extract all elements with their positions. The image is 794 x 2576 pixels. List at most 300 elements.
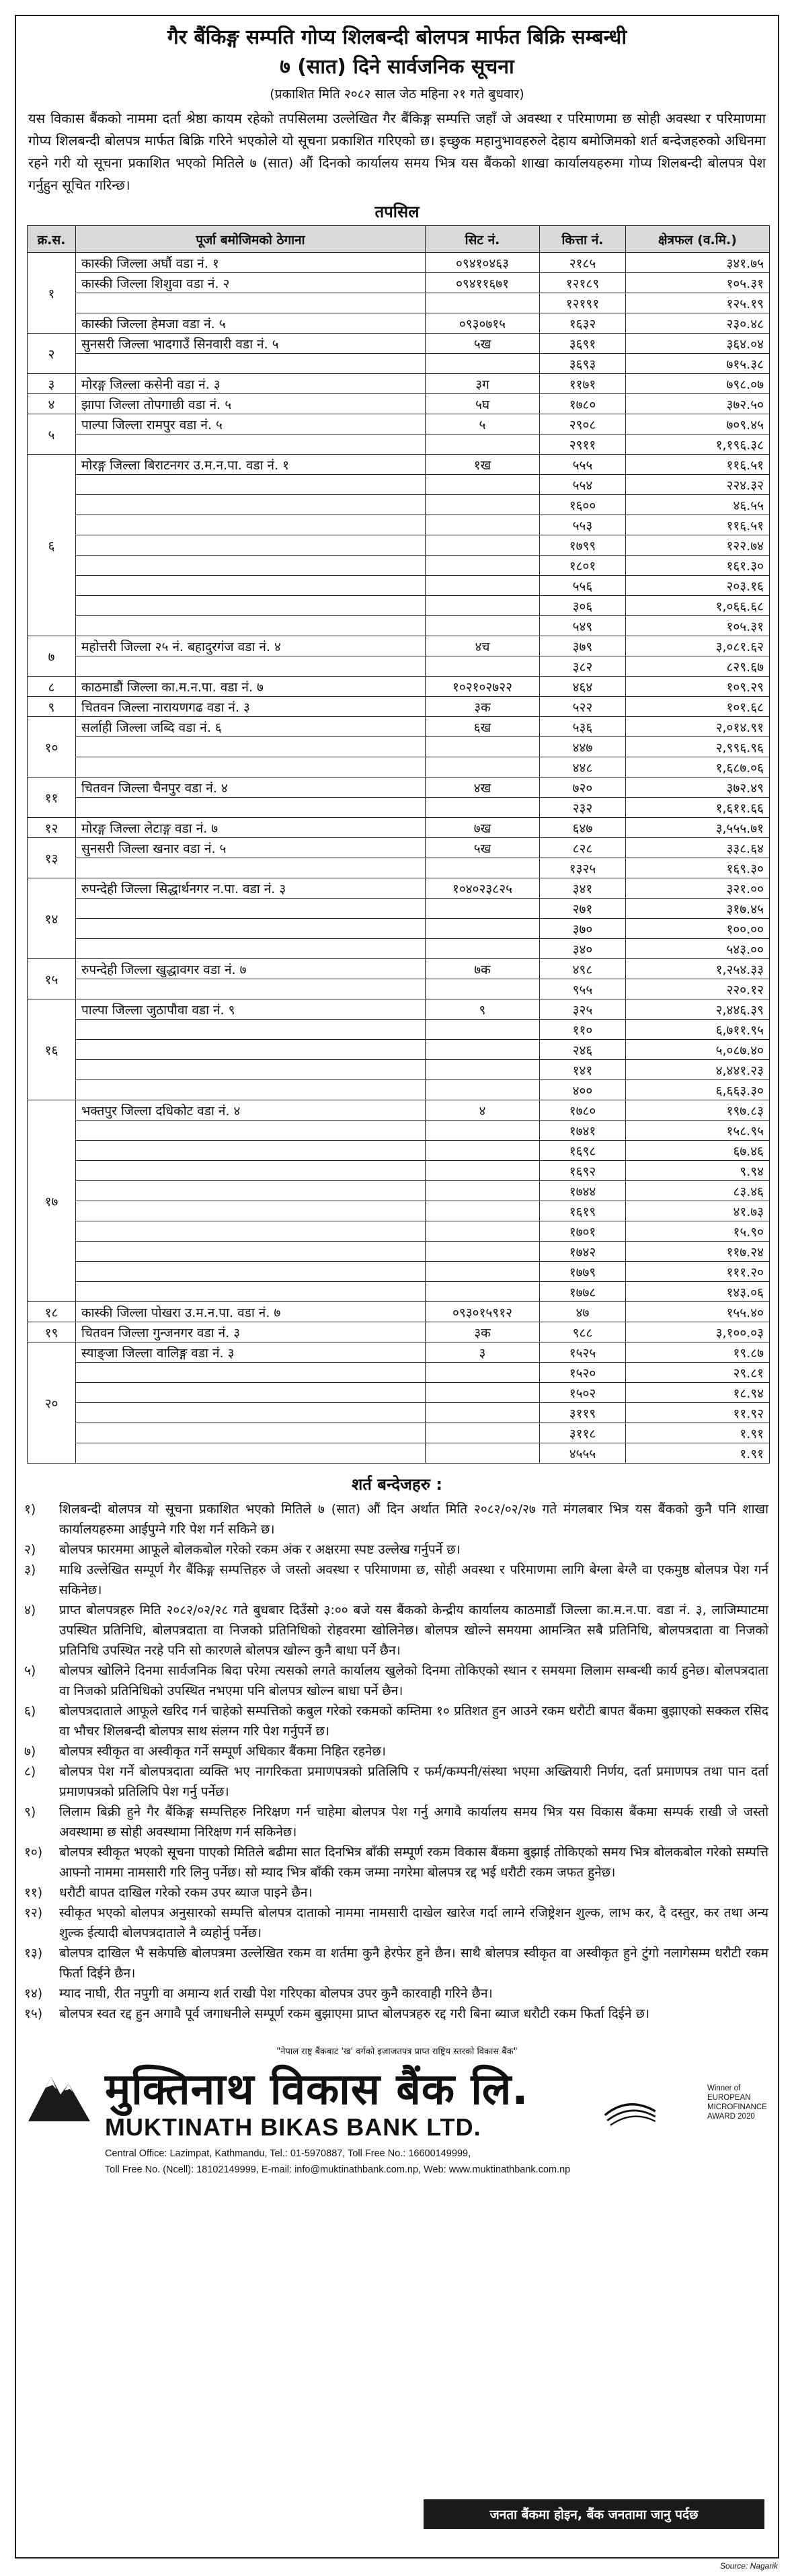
sheet-number-cell (426, 434, 540, 455)
area-cell: ८२९.६७ (626, 656, 770, 677)
location-cell: चितवन जिल्ला नारायणगढ वडा नं. ३ (76, 697, 426, 717)
property-table (27, 225, 770, 1464)
condition-text: स्वीकृत भएको बोलपत्र अनुसारको सम्पत्ति बोलपत्र दाताको नाममा नामसारी दाखेल खारेज गर्दा लाग्ने रजिष्ट्रेशन शुल्क, लाभ कर, दै दस्तुर, कर तथा अन्य शुल्क ईत्यादी बोलपत्रदाताले नै व्यहोर्नु पर्नेछ। (59, 1905, 768, 1940)
kitta-number-cell: १६०० (540, 495, 626, 515)
sheet-number-cell: ०९४११६७१ (426, 273, 540, 293)
table-row (28, 1040, 770, 1060)
serial-number-cell: १२ (28, 818, 76, 838)
table-row (28, 1383, 770, 1403)
table-row (28, 1141, 770, 1161)
table-row (28, 939, 770, 959)
location-cell: सर्लाही जिल्ला जब्दि वडा नं. ६ (76, 717, 426, 737)
location-cell (76, 576, 426, 596)
condition-number: १२) (24, 1905, 43, 1920)
condition-number: १) (24, 1502, 36, 1517)
header-area: क्षेत्रफल (व.मि.) (626, 226, 770, 253)
sheet-number-cell (426, 899, 540, 919)
kitta-number-cell: १२१९१ (540, 293, 626, 313)
table-row (28, 576, 770, 596)
table-row (28, 697, 770, 717)
condition-item (24, 1983, 768, 2004)
kitta-number-cell: ३०६ (540, 596, 626, 616)
area-cell: १५८.९५ (626, 1121, 770, 1141)
sheet-number-cell: १ख (426, 455, 540, 475)
kitta-number-cell: १७७९ (540, 1262, 626, 1282)
conditions-list (16, 1499, 778, 2024)
location-cell (76, 737, 426, 757)
sheet-number-cell: १०२१०२७२२ (426, 677, 540, 697)
sheet-number-cell: ५घ (426, 394, 540, 414)
sheet-number-cell (426, 475, 540, 495)
area-cell: ३७२.५० (626, 394, 770, 414)
table-row (28, 1100, 770, 1121)
source-credit: Source: Nagarik (719, 2561, 778, 2571)
kitta-number-cell: १५२० (540, 1363, 626, 1383)
kitta-number-cell: ९५५ (540, 979, 626, 999)
sheet-number-cell: ९ (426, 999, 540, 1020)
table-row (28, 959, 770, 979)
area-cell: ६,६६३.३० (626, 1080, 770, 1100)
sheet-number-cell (426, 1201, 540, 1221)
area-cell: २९.८१ (626, 1363, 770, 1383)
table-row (28, 778, 770, 798)
sheet-number-cell: ३ (426, 1342, 540, 1363)
kitta-number-cell: १७९९ (540, 535, 626, 556)
area-cell: ५४३.०० (626, 939, 770, 959)
table-row (28, 273, 770, 293)
kitta-number-cell: १३२५ (540, 858, 626, 878)
area-cell: २,०१४.९१ (626, 717, 770, 737)
serial-number-cell: ९ (28, 697, 76, 717)
location-cell (76, 354, 426, 374)
table-row (28, 1302, 770, 1322)
condition-item (24, 1540, 768, 1560)
area-cell: १०९.२९ (626, 677, 770, 697)
sheet-number-cell (426, 495, 540, 515)
sheet-number-cell (426, 1443, 540, 1464)
bank-advert (16, 2061, 778, 2491)
area-cell: १,०६६.६८ (626, 596, 770, 616)
table-header-row (28, 226, 770, 253)
serial-number-cell: १८ (28, 1302, 76, 1322)
sheet-number-cell (426, 1221, 540, 1242)
kitta-number-cell: ४४८ (540, 757, 626, 778)
kitta-number-cell: ४४७ (540, 737, 626, 757)
area-cell: १६१.३० (626, 556, 770, 576)
condition-item (24, 1903, 768, 1943)
kitta-number-cell: १७८० (540, 394, 626, 414)
kitta-number-cell: २३२ (540, 798, 626, 818)
kitta-number-cell: २७१ (540, 899, 626, 919)
serial-number-cell: १९ (28, 1322, 76, 1342)
table-row (28, 1403, 770, 1423)
award-text: Winner of EUROPEAN MICROFINANCE AWARD 2020 (707, 2084, 767, 2121)
sheet-number-cell: ५ख (426, 838, 540, 858)
serial-number-cell: ३ (28, 374, 76, 394)
kitta-number-cell: ५२२ (540, 697, 626, 717)
area-cell: ७१५.३८ (626, 354, 770, 374)
table-row (28, 1322, 770, 1342)
area-cell: ११.९२ (626, 1403, 770, 1423)
area-cell: २२०.१२ (626, 979, 770, 999)
conditions-title: शर्त बन्देजहरु : (351, 1475, 443, 1494)
kitta-number-cell: ११७१ (540, 374, 626, 394)
condition-text: बोलपत्र पेश गर्ने बोलपत्रदाता व्यक्ति भए नागरिकता प्रमाणपत्रको प्रतिलिपि र फर्म/कम्पनी/संस्था भएमा अख्तियारी निर्णय, दर्ता प्रमाणपत्र तथा पान दर्ता प्रमाणपत्रको प्रतिलिपि पेश गर्नु पर्नेछ। (59, 1764, 768, 1799)
table-row (28, 1201, 770, 1221)
condition-number: ३) (24, 1562, 36, 1577)
location-cell: चितवन जिल्ला गुन्जनगर वडा नं. ३ (76, 1322, 426, 1342)
kitta-number-cell: ४७ (540, 1302, 626, 1322)
sheet-number-cell (426, 1060, 540, 1080)
area-cell: ३१७.४५ (626, 899, 770, 919)
condition-number: ११) (24, 1885, 43, 1900)
kitta-number-cell: २४६ (540, 1040, 626, 1060)
kitta-number-cell: ३११९ (540, 1403, 626, 1423)
sheet-number-cell (426, 798, 540, 818)
location-cell: कास्की जिल्ला शिशुवा वडा नं. २ (76, 273, 426, 293)
condition-text: म्याद नाघी, रीत नपुगी वा अमान्य शर्त राखी पेश गरिएका बोलपत्र उपर कुनै कारवाही गरिने छैन। (59, 1986, 493, 2001)
sheet-number-cell (426, 1262, 540, 1282)
sheet-number-cell (426, 919, 540, 939)
serial-number-cell: १५ (28, 959, 76, 999)
serial-number-cell: ४ (28, 394, 76, 414)
header-sn: क्र.स. (28, 226, 76, 253)
notice-page (15, 15, 779, 2559)
location-cell (76, 1443, 426, 1464)
location-cell (76, 475, 426, 495)
area-cell: १५५.४० (626, 1302, 770, 1322)
location-cell (76, 919, 426, 939)
table-row (28, 878, 770, 899)
area-cell: ३,१००.०३ (626, 1322, 770, 1342)
sheet-number-cell: ४ख (426, 778, 540, 798)
table-caption: तपसिल (374, 202, 420, 221)
serial-number-cell: १ (28, 253, 76, 334)
table-row (28, 1262, 770, 1282)
table-row (28, 1161, 770, 1181)
area-cell: १८.९४ (626, 1383, 770, 1403)
condition-number: ६) (24, 1704, 36, 1718)
kitta-number-cell: १७०१ (540, 1221, 626, 1242)
header-kitta: कित्ता नं. (540, 226, 626, 253)
area-cell: ११७.२४ (626, 1242, 770, 1262)
sheet-number-cell (426, 1040, 540, 1060)
kitta-number-cell: ३७९ (540, 636, 626, 656)
sheet-number-cell (426, 1242, 540, 1262)
location-cell (76, 1201, 426, 1221)
condition-text: लिलाम बिक्री हुने गैर बैंकिङ्ग सम्पत्तिहरु निरिक्षण गर्न चाहेमा बोलपत्र पेश गर्नु अगावै कार्यालय समय भित्र यस विकास बैंकमा सम्पर्क राखी जे जस्तो अवस्थामा छ सोही अवस्थामा निरिक्षण गर्न सकिनेछ। (59, 1805, 768, 1840)
location-cell (76, 1282, 426, 1302)
kitta-number-cell: १७४४ (540, 1181, 626, 1201)
location-cell: रुपन्देही जिल्ला सिद्धार्थनगर न.पा. वडा नं. ३ (76, 878, 426, 899)
sheet-number-cell (426, 858, 540, 878)
condition-text: बोलपत्र फारममा आफूले बोलकबोल गरेको रकम अंक र अक्षरमा स्पष्ट उल्लेख गर्नुपर्ने छ। (59, 1542, 461, 1557)
area-cell: १११.२० (626, 1262, 770, 1282)
location-cell (76, 556, 426, 576)
serial-number-cell: ७ (28, 636, 76, 677)
sheet-number-cell (426, 556, 540, 576)
bank-address (105, 2146, 570, 2178)
sheet-number-cell (426, 1141, 540, 1161)
location-cell (76, 1423, 426, 1443)
sheet-number-cell (426, 596, 540, 616)
bank-slogan: जनता बैंकमा होइन, बैंक जनतामा जानु पर्दछ (424, 2499, 764, 2529)
area-cell: ६७.४६ (626, 1141, 770, 1161)
kitta-number-cell: ३६९१ (540, 334, 626, 354)
location-cell: भक्तपुर जिल्ला दधिकोट वडा नं. ४ (76, 1100, 426, 1121)
area-cell: १६९.३० (626, 858, 770, 878)
location-cell (76, 1242, 426, 1262)
kitta-number-cell: ११० (540, 1020, 626, 1040)
area-cell: १.९१ (626, 1443, 770, 1464)
table-row (28, 717, 770, 737)
location-cell (76, 1161, 426, 1181)
serial-number-cell: १० (28, 717, 76, 778)
location-cell (76, 1020, 426, 1040)
serial-number-cell: ५ (28, 414, 76, 455)
condition-item (24, 2004, 768, 2024)
area-cell: २,९९६.९६ (626, 737, 770, 757)
area-cell: २०३.१६ (626, 576, 770, 596)
sheet-number-cell (426, 576, 540, 596)
table-row (28, 1181, 770, 1201)
sheet-number-cell: ४च (426, 636, 540, 656)
table-row (28, 334, 770, 354)
sheet-number-cell (426, 1161, 540, 1181)
condition-item (24, 1600, 768, 1661)
area-cell: २,४४६.३९ (626, 999, 770, 1020)
kitta-number-cell: ४५५५ (540, 1443, 626, 1464)
condition-number: ४) (24, 1603, 36, 1618)
location-cell (76, 1221, 426, 1242)
area-cell: १,६८७.०६ (626, 757, 770, 778)
table-row (28, 293, 770, 313)
condition-item (24, 1741, 768, 1761)
table-row (28, 1363, 770, 1383)
condition-item (24, 1560, 768, 1600)
table-row (28, 899, 770, 919)
award-swoosh-icon (601, 2081, 702, 2142)
area-cell: ११६.५१ (626, 455, 770, 475)
kitta-number-cell: ५३६ (540, 717, 626, 737)
sheet-number-cell (426, 1403, 540, 1423)
table-row (28, 414, 770, 434)
kitta-number-cell: १७८० (540, 1100, 626, 1121)
condition-text: शिलबन्दी बोलपत्र यो सूचना प्रकाशित भएको मितिले ७ (सात) औं दिन अर्थात मिति २०८२/०२/२७ गते मंगलबार भित्र यस बैंकको कुनै पनि शाखा कार्यालयहरुमा आईपुग्ने गरि पेश गर्न सकिने छ। (59, 1502, 768, 1537)
area-cell: १०५.३१ (626, 273, 770, 293)
address-line-1: Central Office: Lazimpat, Kathmandu, Tel.: 01-5970887, Toll Free No.: 16600149999, (105, 2148, 471, 2159)
sheet-number-cell (426, 1181, 540, 1201)
location-cell (76, 1080, 426, 1100)
table-row (28, 818, 770, 838)
kitta-number-cell: ९८८ (540, 1322, 626, 1342)
table-row (28, 475, 770, 495)
condition-text: बोलपत्रदाताले आफूले खरिद गर्न चाहेको सम्पत्तिको कबुल गरेको रकमको कम्तिमा १० प्रतिशत हुन आउने रकम धरौटी बापत बैंकमा बुझाएको सक्कल रसिद वा भौचर शिलबन्दी बोलपत्र साथ संलग्न गरि पेश गर्नुपर्ने छ। (59, 1704, 768, 1739)
table-row (28, 1221, 770, 1242)
serial-number-cell: १७ (28, 1100, 76, 1302)
sheet-number-cell: ०९४१०४६३ (426, 253, 540, 273)
condition-text: बोलपत्र दाखिल भै सकेपछि बोलपत्रमा उल्लेखित रकम वा शर्तमा कुनै हेरफेर हुने छैन। साथै बोलपत्र स्वीकृत वा अस्वीकृत हुने टुंगो नलागेसम्म धरौटी रकम फिर्ता दिईने छैन। (59, 1946, 768, 1981)
location-cell: सुनसरी जिल्ला खनार वडा नं. ५ (76, 838, 426, 858)
table-row (28, 919, 770, 939)
area-cell: ३७२.४९ (626, 778, 770, 798)
kitta-number-cell: १६९८ (540, 1141, 626, 1161)
kitta-number-cell: ५५५ (540, 455, 626, 475)
location-cell (76, 495, 426, 515)
header-location: पूर्जा बमोजिमको ठेगाना (76, 226, 426, 253)
condition-text: बोलपत्र खोलिने दिनमा सार्वजनिक बिदा परेमा त्यसको लगते कार्यालय खुलेको दिनमा तोकिएको स्थान र समयमा लिलाम सम्बन्धी कार्य हुनेछ। बोलपत्रदाता वा निजको प्रतिनिधिको उपस्थित नभएमा पनि बोलपत्र खोल्न बाधा पर्ने छैन। (59, 1663, 768, 1698)
serial-number-cell: ८ (28, 677, 76, 697)
kitta-number-cell: ३२५ (540, 999, 626, 1020)
table-row (28, 798, 770, 818)
table-row (28, 313, 770, 334)
condition-item (24, 1943, 768, 1983)
condition-text: धरौटी बापत दाखिल गरेको रकम उपर ब्याज पाइने छैन। (59, 1885, 313, 1900)
kitta-number-cell: ३७० (540, 919, 626, 939)
location-cell (76, 757, 426, 778)
table-row (28, 677, 770, 697)
bank-name-nepali: मुक्तिनाथ विकास बैंक लि. (105, 2065, 529, 2115)
condition-number: ७) (24, 1744, 36, 1759)
area-cell: १२५.१९ (626, 293, 770, 313)
table-row (28, 253, 770, 273)
sheet-number-cell (426, 979, 540, 999)
kitta-number-cell: ५४९ (540, 616, 626, 636)
area-cell: १०१.६८ (626, 697, 770, 717)
condition-item (24, 1661, 768, 1701)
condition-item (24, 1883, 768, 1903)
sheet-number-cell: ३क (426, 697, 540, 717)
sheet-number-cell (426, 1020, 540, 1040)
area-cell: १५.९० (626, 1221, 770, 1242)
table-row (28, 1443, 770, 1464)
location-cell (76, 515, 426, 535)
table-body (28, 253, 770, 1464)
sheet-number-cell: ५ख (426, 334, 540, 354)
location-cell (76, 979, 426, 999)
location-cell (76, 899, 426, 919)
table-row (28, 455, 770, 475)
location-cell (76, 616, 426, 636)
sheet-number-cell (426, 939, 540, 959)
location-cell: महोत्तरी जिल्ला २५ नं. बहादुरगंज वडा नं. ४ (76, 636, 426, 656)
location-cell: रुपन्देही जिल्ला खुद्धावगर वडा नं. ७ (76, 959, 426, 979)
sheet-number-cell: १०४०२३८२५ (426, 878, 540, 899)
kitta-number-cell: १७४१ (540, 1121, 626, 1141)
kitta-number-cell: २९११ (540, 434, 626, 455)
table-row (28, 495, 770, 515)
location-cell (76, 798, 426, 818)
location-cell (76, 1383, 426, 1403)
area-cell: १००.०० (626, 919, 770, 939)
kitta-number-cell: २९०८ (540, 414, 626, 434)
location-cell (76, 1121, 426, 1141)
table-row (28, 858, 770, 878)
kitta-number-cell: ५५६ (540, 576, 626, 596)
kitta-number-cell: ३४० (540, 939, 626, 959)
sheet-number-cell (426, 1121, 540, 1141)
location-cell: मोरङ्ग जिल्ला बिराटनगर उ.म.न.पा. वडा नं. १ (76, 455, 426, 475)
kitta-number-cell: ४६४ (540, 677, 626, 697)
table-row (28, 1423, 770, 1443)
location-cell (76, 939, 426, 959)
table-row (28, 434, 770, 455)
kitta-number-cell: ८२८ (540, 838, 626, 858)
location-cell (76, 596, 426, 616)
location-cell (76, 1141, 426, 1161)
table-row (28, 757, 770, 778)
address-line-2: Toll Free No. (Ncell): 18102149999, E-mail: info@muktinathbank.com.np, Web: www.muktinathbank.com.np (105, 2164, 571, 2175)
kitta-number-cell: १४१ (540, 1060, 626, 1080)
condition-item (24, 1761, 768, 1802)
kitta-number-cell: ३६९३ (540, 354, 626, 374)
sheet-number-cell (426, 1383, 540, 1403)
condition-text: बोलपत्र स्वीकृत वा अस्वीकृत गर्ने सम्पूर्ण अधिकार बैंकमा निहित रहनेछ। (59, 1744, 386, 1759)
kitta-number-cell: २१८५ (540, 253, 626, 273)
sheet-number-cell: ५ (426, 414, 540, 434)
sheet-number-cell (426, 656, 540, 677)
header-sheet: सिट नं. (426, 226, 540, 253)
kitta-number-cell: ३११८ (540, 1423, 626, 1443)
condition-number: १५) (24, 2006, 43, 2021)
sheet-number-cell: ७ख (426, 818, 540, 838)
kitta-number-cell: १६९२ (540, 1161, 626, 1181)
condition-number: १४) (24, 1986, 43, 2001)
area-cell: १०५.३१ (626, 616, 770, 636)
table-row (28, 636, 770, 656)
kitta-number-cell: १६१९ (540, 1201, 626, 1221)
kitta-number-cell: ३४१ (540, 878, 626, 899)
area-cell: १४३.०६ (626, 1282, 770, 1302)
table-row (28, 515, 770, 535)
mountain-logo-icon (26, 2063, 93, 2125)
location-cell (76, 656, 426, 677)
location-cell (76, 858, 426, 878)
area-cell: ३,५५५.७१ (626, 818, 770, 838)
condition-number: २) (24, 1542, 36, 1557)
serial-number-cell: ६ (28, 455, 76, 636)
area-cell: १,२५४.३३ (626, 959, 770, 979)
condition-number: ८) (24, 1764, 36, 1779)
table-row (28, 1342, 770, 1363)
sheet-number-cell (426, 1282, 540, 1302)
location-cell (76, 1040, 426, 1060)
condition-item (24, 1499, 768, 1540)
kitta-number-cell: ४०० (540, 1080, 626, 1100)
location-cell: मोरङ्ग जिल्ला लेटाङ्ग वडा नं. ७ (76, 818, 426, 838)
table-row (28, 1282, 770, 1302)
area-cell: ३६४.०४ (626, 334, 770, 354)
location-cell: मोरङ्ग जिल्ला कसेनी वडा नं. ३ (76, 374, 426, 394)
area-cell: १९७.८३ (626, 1100, 770, 1121)
table-row (28, 1060, 770, 1080)
serial-number-cell: २० (28, 1342, 76, 1464)
area-cell: ८३.४६ (626, 1181, 770, 1201)
sheet-number-cell (426, 1423, 540, 1443)
notice-title: गैर बैंकिङ्ग सम्पति गोप्य शिलबन्दी बोलपत्र मार्फत बिक्रि सम्बन्धी (167, 26, 627, 49)
kitta-number-cell: १६३२ (540, 313, 626, 334)
kitta-number-cell: १२१८९ (540, 273, 626, 293)
location-cell: कास्की जिल्ला अर्घौ वडा नं. १ (76, 253, 426, 273)
kitta-number-cell: ६४७ (540, 818, 626, 838)
condition-number: १०) (24, 1845, 43, 1860)
serial-number-cell: १३ (28, 838, 76, 878)
area-cell: १.९१ (626, 1423, 770, 1443)
location-cell (76, 1403, 426, 1423)
kitta-number-cell: १५२५ (540, 1342, 626, 1363)
area-cell: २३०.४८ (626, 313, 770, 334)
sheet-number-cell (426, 1080, 540, 1100)
